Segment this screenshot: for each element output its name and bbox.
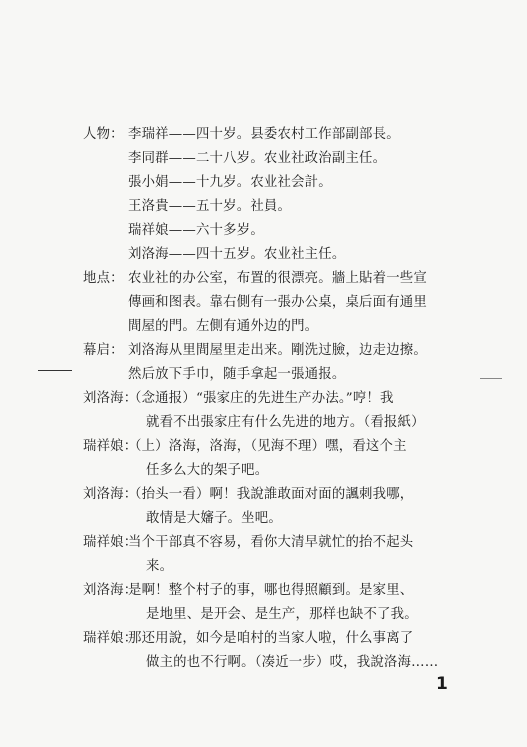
- line-text: （抬头一看）啊！我說誰敢面对面的諷刺我哪，: [128, 487, 414, 502]
- line-text: 是啊！整个村子的事，哪也得照顧到。是家里、: [128, 583, 414, 598]
- line-text: 是地里、是开会、是生产，那样也缺不了我。: [146, 607, 418, 622]
- scan-speck: [480, 378, 502, 379]
- line-label: 地点：: [83, 271, 124, 286]
- line-label: 瑞祥娘：: [83, 535, 138, 550]
- line-text: 傳画和图表。靠右側有一張办公桌，桌后面有通里: [128, 295, 427, 310]
- page-number: 1: [436, 674, 448, 694]
- line-label: 瑞祥娘：: [83, 439, 138, 454]
- line-text: 敢情是大嬸子。坐吧。: [146, 511, 282, 526]
- line-text: 就看不出張家庄有什么先进的地方。（看报紙）: [146, 415, 425, 430]
- line-text: 那还用說，如今是咱村的当家人啦，什么事离了: [128, 631, 414, 646]
- line-label: 刘洛海：: [83, 583, 138, 598]
- line-text: 做主的也不行啊。（凑近一步）哎，我說洛海……: [146, 655, 439, 670]
- line-text: 然后放下手巾，随手拿起一張通报。: [128, 367, 346, 382]
- line-text: 間屋的門。左側有通外边的門。: [128, 319, 319, 334]
- line-label: 刘洛海：: [83, 487, 138, 502]
- line-text: 来。: [146, 559, 174, 574]
- line-text: 当个干部真不容易，看你大清早就忙的抬不起头: [128, 535, 414, 550]
- scan-speck: [38, 370, 72, 371]
- line-label: 人物：: [83, 127, 124, 142]
- line-text: 張小娟——十九岁。农业社会計。: [128, 175, 332, 190]
- line-text: 李同群——二十八岁。农业社政治副主任。: [128, 151, 387, 166]
- line-text: 王洛貴——五十岁。社員。: [128, 199, 292, 214]
- line-label: 瑞祥娘：: [83, 631, 138, 646]
- line-text: （上）洛海，洛海，（见海不理）嘿，看这个主: [128, 439, 407, 454]
- line-text: （念通报）“張家庄的先进生产办法。”哼！我: [128, 391, 394, 406]
- line-text: 刘洛海——四十五岁。农业社主任。: [128, 247, 346, 262]
- line-text: 李瑞祥——四十岁。县委农村工作部副部長。: [128, 127, 400, 142]
- line-label: 幕启：: [83, 343, 124, 358]
- line-text: 刘洛海从里間屋里走出来。剛洗过臉，边走边擦。: [128, 343, 427, 358]
- line-text: 任多么大的架子吧。: [146, 463, 269, 478]
- line-text: 农业社的办公室，布置的很漂亮。牆上貼着一些宣: [128, 271, 427, 286]
- line-text: 瑞祥娘——六十多岁。: [128, 223, 264, 238]
- line-label: 刘洛海：: [83, 391, 138, 406]
